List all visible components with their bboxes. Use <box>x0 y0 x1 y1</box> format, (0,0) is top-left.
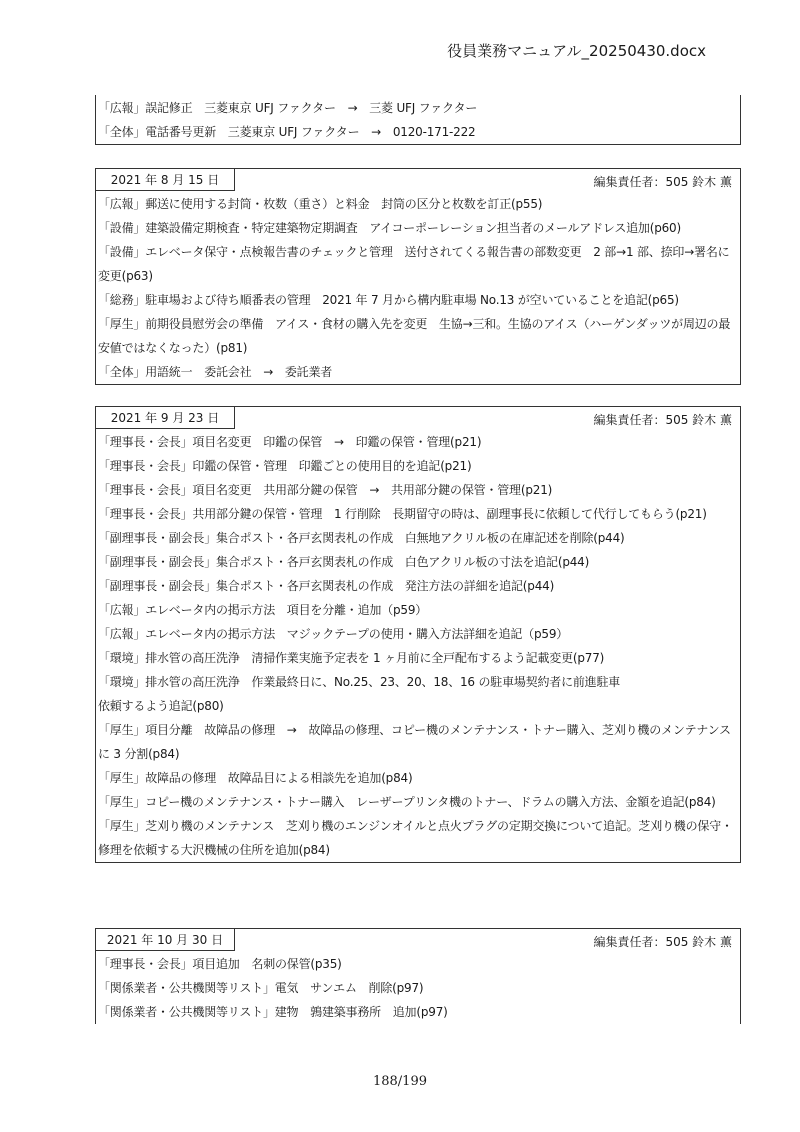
changelog-entry: 「広報」郵送に使用する封筒・枚数（重さ）と料金 封筒の区分と枚数を訂正(p55) <box>98 197 543 211</box>
changelog-entry: 「関係業者・公共機関等リスト」電気 サンエム 削除(p97) <box>98 981 424 995</box>
changelog-entry: 「広報」エレベータ内の掲示方法 マジックテープの使用・購入方法詳細を追記（p59） <box>98 627 569 641</box>
document-header-title: 役員業務マニュアル_20250430.docx <box>447 42 706 60</box>
changelog-entry: 「厚生」故障品の修理 故障品目による相談先を追加(p84) <box>98 771 413 785</box>
changelog-entry: 「厚生」項目分離 故障品の修理 → 故障品の修理、コピー機のメンテナンス・トナー購入、芝刈り機のメンテナンス に 3 分割(p84) <box>98 723 743 761</box>
changelog-entry: 「設備」エレベータ保守・点検報告書のチェックと管理 送付されてくる報告書の部数変更 2 部→1 部、捺印→署名に変更(p63) <box>98 245 730 283</box>
changelog-entry: 「環境」排水管の高圧洗浄 清掃作業実施予定表を 1 ヶ月前に全戸配布するよう記載変更(p77) <box>98 651 605 665</box>
changelog-entry: 「副理事長・副会長」集合ポスト・各戸玄関表札の作成 発注方法の詳細を追記(p44) <box>98 579 555 593</box>
changelog-entry: 「理事長・会長」印鑑の保管・管理 印鑑ごとの使用目的を追記(p21) <box>98 459 472 473</box>
changelog-entry: 「厚生」芝刈り機のメンテナンス 芝刈り機のエンジンオイルと点火プラグの定期交換について追記。芝刈り機の保守・修理を依頼する大沢機械の住所を追加(p84) <box>98 819 733 857</box>
section-date: 2021 年 9 月 23 日 <box>96 407 235 429</box>
changelog-entry: 「広報」エレベータ内の掲示方法 項目を分離・追加（p59） <box>98 603 428 617</box>
changelog-entry: 「副理事長・副会長」集合ポスト・各戸玄関表札の作成 白無地アクリル板の在庫記述を削除(p44) <box>98 531 625 545</box>
section-header <box>96 407 740 430</box>
changelog-continuation-box <box>95 95 741 145</box>
section-header <box>96 929 740 952</box>
section-date: 2021 年 8 月 15 日 <box>96 169 235 191</box>
changelog-entry: 「理事長・会長」項目名変更 共用部分鍵の保管 → 共用部分鍵の保管・管理(p21) <box>98 483 553 497</box>
changelog-section <box>95 928 741 1024</box>
changelog-entry: 「副理事長・副会長」集合ポスト・各戸玄関表札の作成 白色アクリル板の寸法を追記(p44) <box>98 555 590 569</box>
changelog-entry: 「全体」用語統一 委託会社 → 委託業者 <box>98 365 333 379</box>
changelog-entry: 「関係業者・公共機関等リスト」建物 鶉建築事務所 追加(p97) <box>98 1005 448 1019</box>
section-editor: 編集責任者：505 鈴木 薫 <box>593 413 732 427</box>
changelog-entry: 依頼するよう追記(p80) <box>98 699 224 713</box>
changelog-entry: 「厚生」前期役員慰労会の準備 アイス・食材の購入先を変更 生協→三和。生協のアイス（ハーゲンダッツが周辺の最安値ではなくなった）(p81) <box>98 317 731 355</box>
section-editor: 編集責任者：505 鈴木 薫 <box>593 935 732 949</box>
changelog-entry: 「理事長・会長」項目名変更 印鑑の保管 → 印鑑の保管・管理(p21) <box>98 435 482 449</box>
changelog-entry: 「広報」誤記修正 三菱東京 UFJ ファクター → 三菱 UFJ ファクター <box>98 101 478 115</box>
changelog-entry: 「厚生」コピー機のメンテナンス・トナー購入 レーザープリンタ機のトナー、ドラムの購入方法、金額を追記(p84) <box>98 795 716 809</box>
changelog-entry: 「全体」電話番号更新 三菱東京 UFJ ファクター → 0120-171-222 <box>98 125 476 139</box>
changelog-section <box>95 168 741 385</box>
section-header <box>96 169 740 192</box>
page-number: 188/199 <box>372 1074 427 1089</box>
changelog-entry: 「環境」排水管の高圧洗浄 作業最終日に、No.25、23、20、18、16 の駐車場契約者に前進駐車 <box>98 675 621 689</box>
changelog-entry: 「総務」駐車場および待ち順番表の管理 2021 年 7 月から構内駐車場 No.13 が空いていることを追記(p65) <box>98 293 679 307</box>
section-date: 2021 年 10 月 30 日 <box>96 929 235 951</box>
changelog-entry: 「理事長・会長」共用部分鍵の保管・管理 1 行削除 長期留守の時は、副理事長に依頼して代行してもらう(p21) <box>98 507 707 521</box>
changelog-entry: 「設備」建築設備定期検査・特定建築物定期調査 アイコーポーレーション担当者のメールアドレス追加(p60) <box>98 221 681 235</box>
section-editor: 編集責任者：505 鈴木 薫 <box>593 175 732 189</box>
changelog-entry: 「理事長・会長」項目追加 名刺の保管(p35) <box>98 957 342 971</box>
changelog-section <box>95 406 741 863</box>
